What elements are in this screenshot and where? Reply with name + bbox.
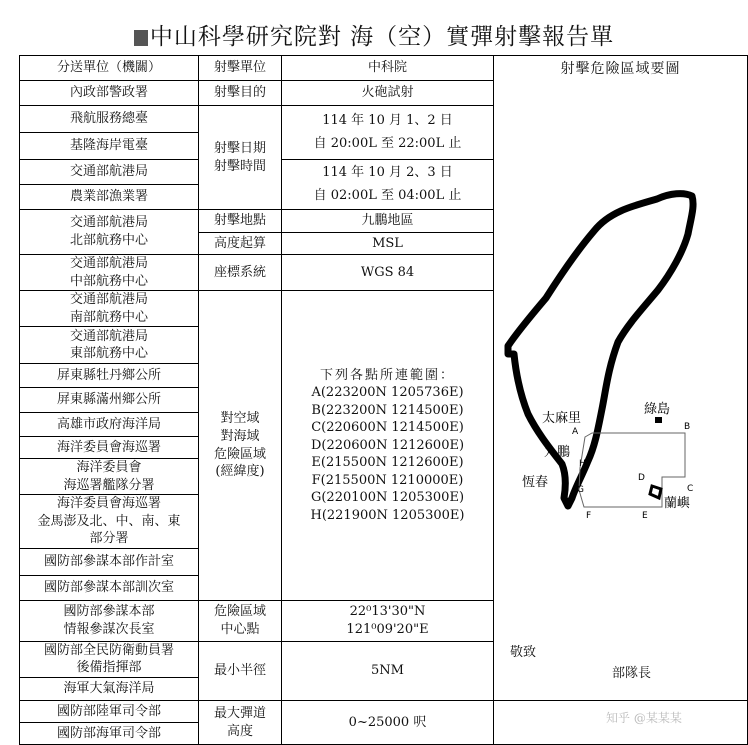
recipient-row: 海軍大氣海洋局 <box>20 678 199 701</box>
recipient-row: 海洋委員會海巡署 <box>20 437 199 459</box>
zone-point-d: D(220600N 1212600E) <box>310 437 465 453</box>
coord-label: 座標系統 <box>199 255 282 291</box>
place-jiupeng: 九鵬 <box>544 445 571 460</box>
recipient-row: 交通部航港局 北部航務中心 <box>20 210 199 255</box>
altitude-label: 高度起算 <box>199 233 282 255</box>
zone-label: 對空域 對海域 危險區域 (經緯度) <box>199 291 282 601</box>
recipient-row: 內政部警政署 <box>20 81 199 106</box>
place-lyudao: 綠島 <box>644 402 671 417</box>
point-a: A <box>572 427 579 437</box>
center-value <box>282 600 494 641</box>
recipient-row: 交通部航港局 中部航務中心 <box>20 255 199 291</box>
zone-point-g: G(220100N 1205300E) <box>310 490 465 506</box>
zone-point-c: C(220600N 1214500E) <box>311 420 464 436</box>
date-window-2: 114 年 10 月 2、3 日 自 02:00L 至 04:00L 止 <box>282 160 494 210</box>
zone-point-f: F(215500N 1210000E) <box>311 472 464 488</box>
map-cell <box>494 56 748 701</box>
zone-point-e: E(215500N 1212600E) <box>311 455 464 471</box>
center-lon: 121⁰09'20"E <box>346 621 429 637</box>
zone-points <box>282 291 494 601</box>
taiwan-outline <box>508 194 693 506</box>
recipient-row: 國防部全民防衛動員署 後備指揮部 <box>20 641 199 677</box>
page-title: 中山科學研究院對 海（空）實彈射擊報告單 <box>0 18 748 51</box>
recipient-row: 國防部海軍司令部 <box>20 723 199 745</box>
recipient-row: 屏東縣滿州鄉公所 <box>20 388 199 413</box>
recipient-row: 農業部漁業署 <box>20 185 199 210</box>
recipient-row: 交通部航港局 <box>20 160 199 185</box>
watermark: 知乎 @某某某 <box>606 711 682 725</box>
place-taimali: 太麻里 <box>542 411 582 426</box>
place-lanyu: 蘭嶼 <box>664 496 691 511</box>
orchid-island-icon <box>650 486 661 498</box>
recipient-row: 交通部航港局 東部航務中心 <box>20 327 199 364</box>
location-label: 射擊地點 <box>199 210 282 233</box>
center-label: 危險區域 中心點 <box>199 600 282 641</box>
location-value: 九鵬地區 <box>282 210 494 233</box>
point-g: G <box>577 485 584 495</box>
report-table <box>19 55 748 745</box>
recipients-header: 分送單位（機關） <box>20 56 199 81</box>
range-label: 最大彈道 高度 <box>199 701 282 745</box>
recipient-row: 國防部參謀本部作計室 <box>20 548 199 575</box>
recipient-row: 海洋委員會 海巡署艦隊分署 <box>20 459 199 495</box>
coord-value: WGS 84 <box>282 255 494 291</box>
recipient-row: 國防部參謀本部 情報參謀次長室 <box>20 600 199 641</box>
zone-point-b: B(223200N 1214500E) <box>311 402 464 418</box>
place-hengchun: 恆春 <box>522 475 549 490</box>
recipient-row: 國防部陸軍司令部 <box>20 701 199 723</box>
point-d: D <box>638 473 645 483</box>
danger-zone-map <box>494 56 748 591</box>
zone-lead: 下列各點所連範圍： <box>319 367 455 383</box>
recipient-row: 國防部參謀本部訓次室 <box>20 575 199 600</box>
point-e: E <box>642 511 648 521</box>
point-b: B <box>684 422 691 432</box>
recipient-row: 飛航服務總臺 <box>20 106 199 133</box>
purpose-value: 火砲試射 <box>282 81 494 106</box>
radius-value: 5NM <box>282 641 494 700</box>
zone-point-h: H(221900N 1205300E) <box>310 507 465 523</box>
datetime-label: 射擊日期 射擊時間 <box>199 106 282 210</box>
radius-label: 最小半徑 <box>199 641 282 700</box>
date-window-1: 114 年 10 月 1、2 日 自 20:00L 至 22:00L 止 <box>282 106 494 160</box>
map-title: 射擊危險區域要圖 <box>560 61 681 77</box>
recipient-row: 交通部航港局 南部航務中心 <box>20 291 199 327</box>
point-c: C <box>687 484 694 494</box>
altitude-value: MSL <box>282 233 494 255</box>
point-f: F <box>586 511 592 521</box>
zone-point-a: A(223200N 1205736E) <box>311 385 464 401</box>
purpose-label: 射擊目的 <box>199 81 282 106</box>
center-lat: 22⁰13'30"N <box>349 604 426 620</box>
range-value: 0~25000 呎 <box>282 701 494 745</box>
recipient-row: 高雄市政府海洋局 <box>20 413 199 437</box>
recipient-row: 基隆海岸電臺 <box>20 133 199 160</box>
point-h: H <box>579 459 586 469</box>
recipient-row: 屏東縣牡丹鄉公所 <box>20 364 199 388</box>
green-island-icon <box>655 417 662 423</box>
unit-label: 射擊單位 <box>199 56 282 81</box>
stamp-mark <box>134 30 148 46</box>
respect-label: 敬致 <box>510 645 537 660</box>
recipient-row: 海洋委員會海巡署 金馬澎及北、中、南、東 部分署 <box>20 495 199 549</box>
respect-target: 部隊長 <box>612 666 652 681</box>
unit-value: 中科院 <box>282 56 494 81</box>
